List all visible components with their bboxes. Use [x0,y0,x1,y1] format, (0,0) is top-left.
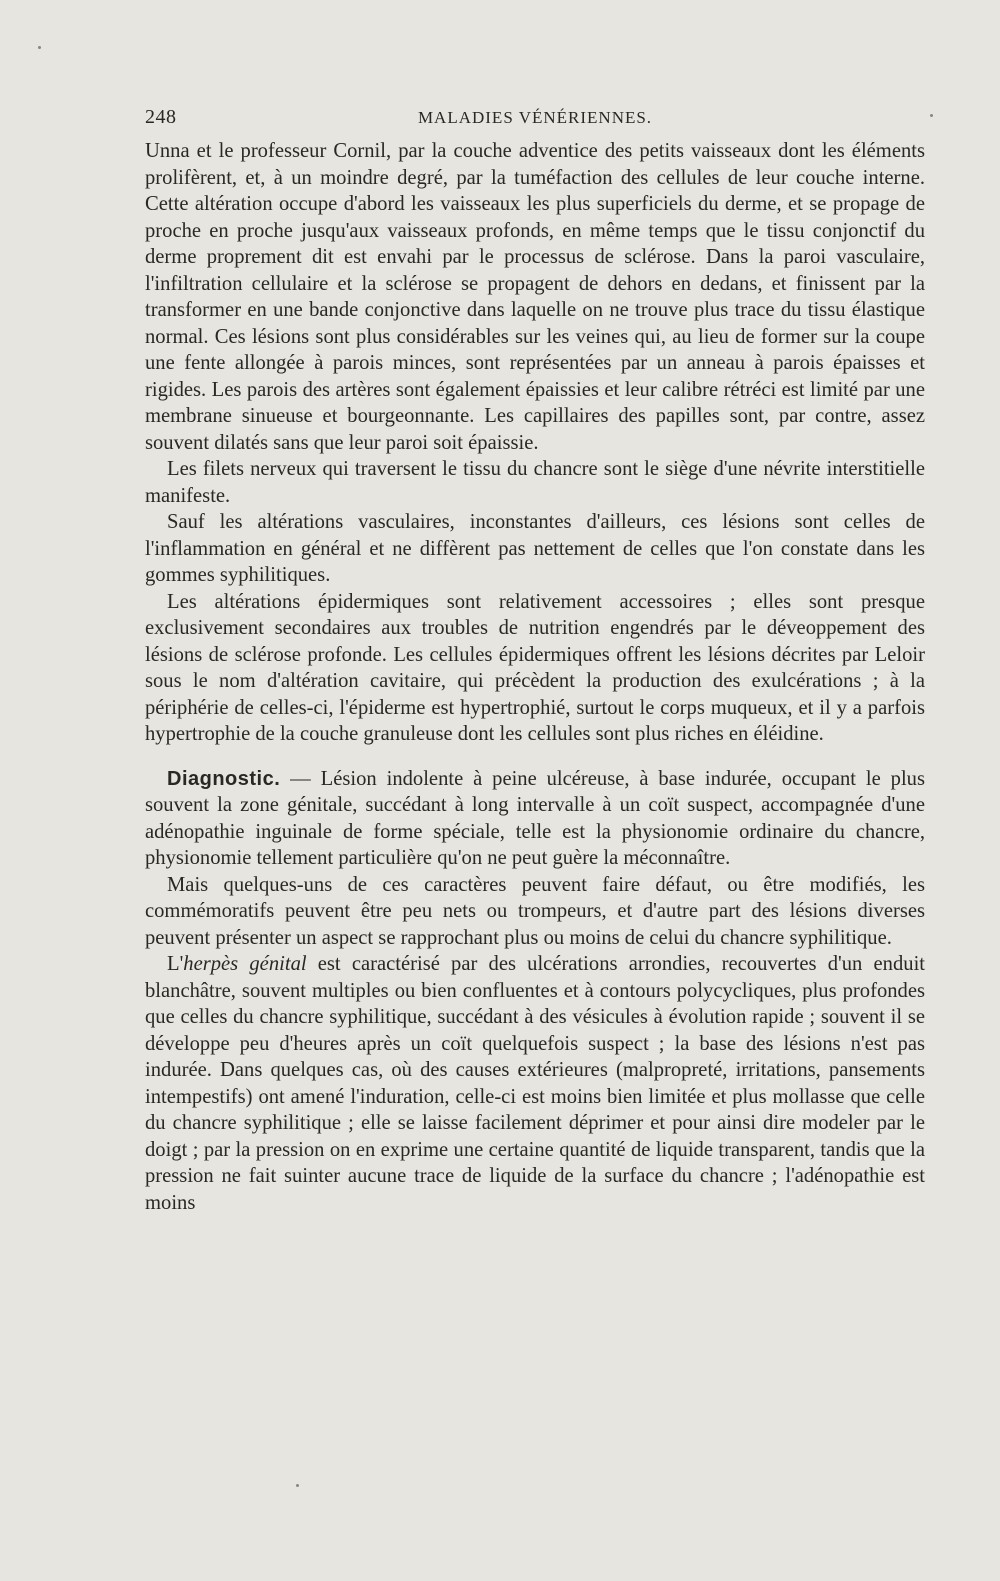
herpes-text: est caractérisé par des ulcérations arrondies, recouvertes d'un enduit blanchâtre, souvent multiples ou bien confluentes et à contours polycycliques, plus profondes que celles du chancre syphilitique, succédant à des vésicules à évolution rapide ; souvent il se développe peu d'heures après un coït quelquefois suspect ; la base des lésions n'est pas indurée. Dans quelques cas, où des causes extérieures (malpropreté, irritations, pansements intempestifs) ont amené l'induration, celle-ci est moins bien limitée et plus mollasse que celle du chancre syphilitique ; elle se laisse facilement déprimer et pour ainsi dire modeler par le doigt ; par la pression on en exprime une certaine quantité de liquide transparent, tandis que la pression ne fait suinter aucune trace de liquide de la surface du chancre ; l'adénopathie est moins [145,953,926,1214]
paragraph-epidermal-alterations: Les altérations épidermiques sont relativement accessoires ; elles sont presque exclusivement secondaires aux troubles de nutrition engendrés par le déveoppement des lésions de sclérose profonde. Les cellules épidermiques offrent les lésions décrites par Leloir sous le nom d'altération cavitaire, qui précèdent la production des exulcérations ; à la périphérie de celles-ci, l'épiderme est hypertrophié, surtout le corps muqueux, et il y a parfois hypertrophie de la couche granuleuse dont les cellules sont plus riches en éléidine. [145,590,925,745]
paragraph-nerve-fibers: Les filets nerveux qui traversent le tissu du chancre sont le siège d'une névrite interstitielle manifeste. [145,458,925,507]
running-head [145,106,925,132]
paragraph-herpes-genital [145,951,925,1216]
herpes-lead: L' [167,953,184,975]
paragraph-diagnostic [145,766,925,872]
paper-speck [38,46,41,49]
page-number: 248 [145,106,177,128]
paper-speck [930,114,933,117]
herpes-term: herpès génital [183,953,307,975]
section-heading-diagnostic: Diagnostic. [167,767,281,790]
paragraph-characters: Mais quelques-uns de ces caractères peuvent faire défaut, ou être modifiés, les commémoratifs peuvent être peu nets ou trompeurs, et d'autre part des lésions diverses peuvent présenter un aspect se rapprochant plus ou moins de celui du chancre syphilitique. [145,873,925,949]
body-text [145,138,925,1216]
paragraph-inflammation: Sauf les altérations vasculaires, inconstantes d'ailleurs, ces lésions sont celles de l'inflammation en général et ne diffèrent pas nettement de celles que l'on constate dans les gommes syphilitiques. [145,511,925,586]
paragraph-vascular-lesions: Unna et le professeur Cornil, par la couche adventice des petits vaisseaux dont les éléments prolifèrent, et, à un moindre degré, par la tuméfaction des cellules de leur couche interne. Cette altération occupe d'abord les vaisseaux les plus superficiels du derme, et se propage de proche en proche jusqu'aux vaisseaux profonds, en même temps que le tissu conjonctif du derme proprement dit est envahi par le processus de sclérose. Dans la paroi vasculaire, l'infiltration cellulaire et la sclérose se propagent de dehors en dedans, et finissent par la transformer en une bande conjonctive dans laquelle on ne trouve plus trace du tissu élastique normal. Ces lésions sont plus considérables sur les veines qui, au lieu de former sur la coupe une fente allongée à parois minces, sont représentées par un anneau à parois épaisses et rigides. Les parois des artères sont également épaissies et leur calibre rétréci est limité par une membrane sinueuse et bourgeonnante. Les capillaires des papilles sont, par contre, assez souvent dilatés sans que leur paroi soit épaissie. [145,140,925,454]
running-title: MALADIES VÉNÉRIENNES. [417,108,653,127]
diagnostic-text: — Lésion indolente à peine ulcéreuse, à base indurée, occupant le plus souvent la zone génitale, succédant à long intervalle à un coït suspect, accompagnée d'une adénopathie inguinale de forme spéciale, telle est la physionomie ordinaire du chancre, physionomie tellement particulière qu'on ne peut guère la méconnaître. [145,767,925,869]
paper-speck [296,1484,299,1487]
